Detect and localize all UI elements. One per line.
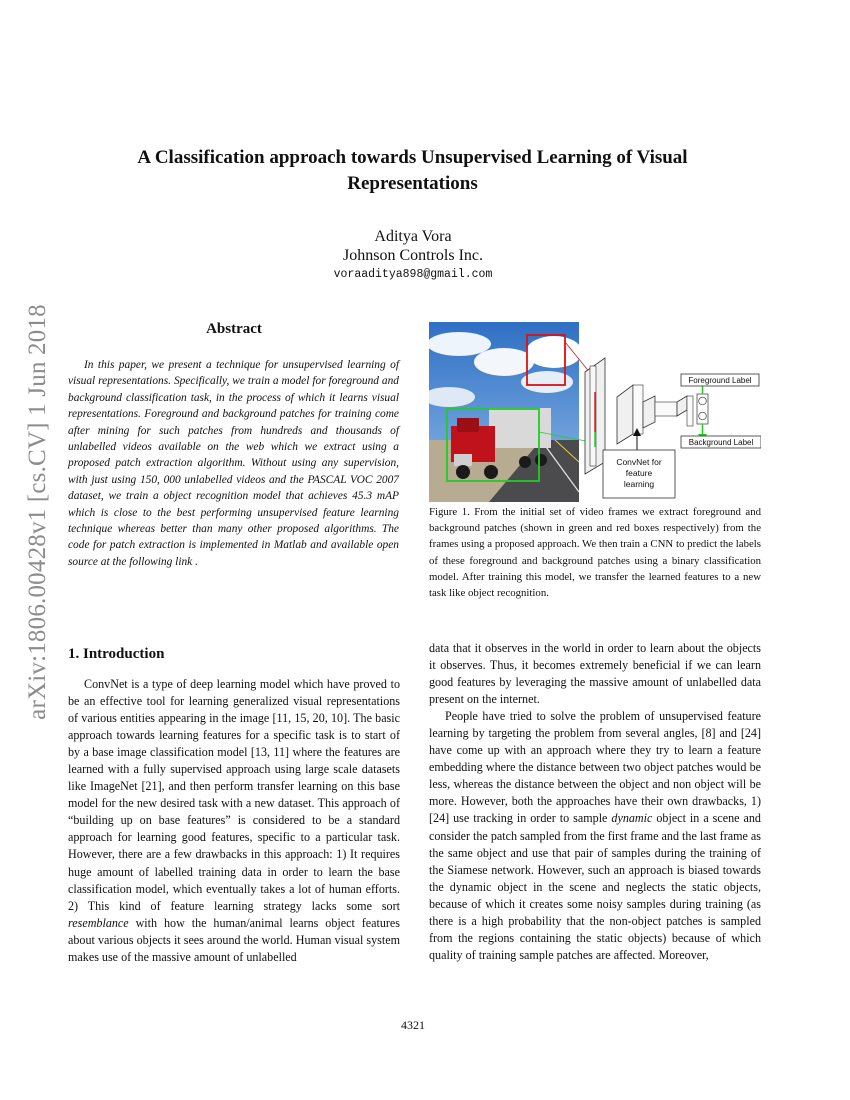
foreground-patch-box — [447, 409, 539, 481]
figure-diagram — [429, 322, 761, 504]
intro-p1-text-b: with how the human/animal learns object features about various objects it sees around the world. Human visual system makes use of the massive amount of unlabelled — [68, 915, 400, 964]
background-label: Background Label — [688, 438, 754, 447]
figure-caption: Figure 1. From the initial set of video frames we extract foreground and background patches (shown in green and red boxes respectively) from the frames using a proposed approach. We then train a CNN to predict the labels of these foreground and background patches using a binary classification model. After training this model, we transfer the learned features to a new task like object recognition. — [429, 506, 761, 600]
paper-title: A Classification approach towards Unsupervised Learning of Visual Representations — [137, 147, 688, 194]
arxiv-id: arXiv:1806.00428v1 [cs.CV] 1 Jun 2018 — [24, 304, 52, 720]
background-patch-box — [527, 335, 565, 385]
right-column — [429, 640, 761, 964]
intro-paragraph-2: data that it observes in the world in order to learn about the objects it observes. Thus, it becomes extremely beneficial if we can learn good features by leveraging the massive amount of unlabelled data present on the internet. — [429, 641, 761, 707]
intro-p1-text-a: ConvNet is a type of deep learning model which have proved to be an effective tool for learning generalized visual representations of various entities appearing in the image [11, 15, 20, 10]. The basic approach towards learning features for a specific task is to start of by a base image classification model [13, 11] where the features are learned with a fully supervised approach using large scale datasets like ImageNet [21], and then perform transfer learning on this base model for the new desired task with a new dataset. This approach of “building up on base features” is considered to be a standard approach for learning good features, specific to a particular task. However, there are a few drawbacks in this approach: 1) It requires huge amount of labelled training data in order to learn the base classification model, which eventually takes a lot of human efforts. 2) This kind of feature learning strategy lacks some sort — [68, 677, 400, 913]
author-affiliation: Johnson Controls Inc. — [343, 247, 483, 264]
left-column — [68, 676, 400, 966]
page-number: 4321 — [401, 1018, 425, 1032]
intro-paragraph-1 — [68, 676, 400, 966]
abstract-text: In this paper, we present a technique for unsupervised learning of visual representations. Specifically, we train a model for foreground and background classification task, in the process of which it learns visual representations. Foreground and background patches for training come after mining for such patches from hundreds and thousands of unlabelled videos available on the web which we extract using a proposed patch extraction algorithm. Without using any supervision, with just using 150, 000 unlabelled videos and the PASCAL VOC 2007 dataset, we train a object recognition model that achieves 45.3 mAP which is close to the best performing unsupervised feature learning technique whereas better than many other proposed algorithms. The code for patch extraction is implemented in Matlab and available open source at the following link . — [68, 359, 399, 568]
intro-p1-emphasis: resemblance — [68, 915, 129, 930]
intro-p3-emphasis: dynamic — [611, 811, 653, 826]
convnet-label-line1: ConvNet for — [616, 457, 662, 467]
author-name: Aditya Vora — [374, 228, 452, 245]
intro-p3-text-b: object in a scene and consider the patch sampled from the first frame and the last frame as the same object and use that pair of samples during the training of the Siamese network. However, such an approach is biased towards the dynamic object in the scene and neglects the static objects, because of which it creates some noisy samples during training (as there is a high probability that the non-object patches is sampled from the regions containing the static objects) because of which quality of training sample patches are affected. Moreover, — [429, 811, 761, 962]
figure-1 — [429, 322, 761, 504]
intro-p3-text-a: People have tried to solve the problem of unsupervised feature learning by targeting the problem from several angles, [8] and [24] have come up with an approach where they try to learn a feature embedding where the distance between two object patches would be less, whereas the distance between the object and non object will be more. However, both the approaches have their own drawbacks, 1) [24] use tracking in order to sample — [429, 709, 761, 826]
foreground-label: Foreground Label — [688, 376, 752, 385]
arxiv-stamp — [22, 276, 54, 748]
convnet-label-line2: feature — [625, 468, 653, 478]
convnet-label-line3: learning — [623, 479, 655, 489]
intro-paragraph-3 — [429, 708, 761, 964]
author-email: voraaditya898@gmail.com — [333, 268, 493, 281]
abstract-heading: Abstract — [206, 321, 262, 337]
section-heading-introduction: 1. Introduction — [68, 646, 165, 662]
